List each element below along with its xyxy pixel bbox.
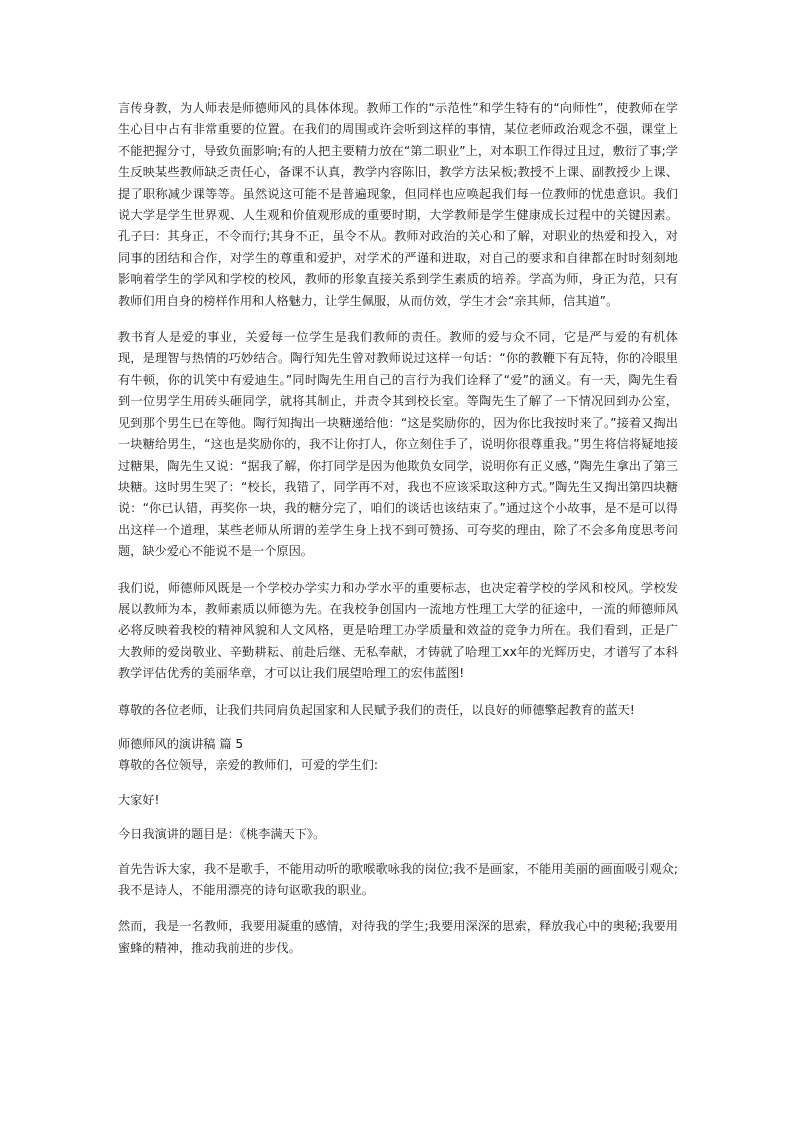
section-title: 师德师风的演讲稿 篇 5 (118, 736, 244, 751)
paragraph-4: 尊敬的各位老师，让我们共同肩负起国家和人民赋予我们的责任，以良好的师德擎起教育的蓝天! (118, 702, 635, 717)
paragraph-3: 我们说，师德师风既是一个学校办学实力和办学水平的重要标志，也决定着学校的学风和校风。学校发展以教师为本，教师素质以师德为先。在我校争创国内一流地方性理工大学的征途中，一流的师德师风必将反映着我校的精神风貌和人文风格，更是哈理工办学质量和效益的竞争力所在。我们看到，正是广大教师的爱岗敬业、辛勤耕耘、前赴后继、无私奉献，才铸就了哈理工xx年的光辉历史，才谱写了本科教学评估优秀的美丽华章，才可以让我们展望哈理工的宏伟蓝图! (118, 580, 678, 681)
document-page (118, 98, 678, 959)
topic-line: 今日我演讲的题目是：《桃李满天下》。 (118, 827, 326, 842)
paragraph-2: 教书育人是爱的事业，关爱每一位学生是我们教师的责任。教师的爱与众不同，它是严与爱的有机体现，是理智与热情的巧妙结合。陶行知先生曾对教师说过这样一句话：“你的教鞭下有瓦特，你的冷眼里有牛顿，你的讥笑中有爱迪生。”同时陶先生用自己的言行为我们诠释了“爱”的涵义。有一天，陶先生看到一位男学生用砖头砸同学，就将其制止，并责令其到校长室。等陶先生了解了一下情况回到办公室，见到那个男生已在等他。陶行知掏出一块糖递给他：“这是奖励你的，因为你比我按时来了。”接着又掏出一块糖给男生，“这也是奖励你的，我不让你打人，你立刻住手了，说明你很尊重我。”男生将信将疑地接过糖果，陶先生又说：“据我了解，你打同学是因为他欺负女同学，说明你有正义感，”陶先生拿出了第三块糖。这时男生哭了：“校长，我错了，同学再不对，我也不应该采取这种方式。”陶先生又掏出第四块糖说：“你已认错，再奖你一块，我的糖分完了，咱们的谈话也该结束了。”通过这个小故事，是不是可以得出这样一个道理，某些老师从所谓的差学生身上找不到可赞扬、可夸奖的理由，除了不会多角度思考问题，缺少爱心不能说不是一个原因。 (118, 330, 678, 559)
paragraph-1: 言传身教，为人师表是师德师风的具体体现。教师工作的“示范性”和学生特有的“向师性”，使教师在学生心目中占有非常重要的位置。在我们的周围或许会听到这样的事情，某位老师政治观念不强，课堂上不能把握分寸，导致负面影响;有的人把主要精力放在“第二职业”上，对本职工作得过且过，敷衍了事;学生反映某些教师缺乏责任心，备课不认真，教学内容陈旧，教学方法呆板;教授不上课、副教授少上课、提了职称减少课等等。虽然说这可能不是普遍现象，但同样也应唤起我们每一位教师的忧患意识。我们说大学是学生世界观、人生观和价值观形成的重要时期，大学教师是学生健康成长过程中的关键因素。孔子曰：其身正，不令而行;其身不正，虽令不从。教师对政治的关心和了解，对职业的热爱和投入，对同事的团结和合作，对学生的尊重和爱护，对学术的严谨和进取，对自己的要求和自律都在时时刻刻地影响着学生的学风和学校的校风，教师的形象直接关系到学生素质的培养。学高为师，身正为范，只有教师们用自身的榜样作用和人格魅力，让学生佩服，从而仿效，学生才会“亲其师，信其道”。 (118, 101, 678, 308)
paragraph-intro: 首先告诉大家，我不是歌手，不能用动听的歌喉歌咏我的岗位;我不是画家，不能用美丽的画面吸引观众;我不是诗人，不能用漂亮的诗句讴歌我的职业。 (118, 861, 678, 897)
greeting-line: 尊敬的各位领导，亲爱的教师们，可爱的学生们: (118, 758, 379, 773)
hello-line: 大家好! (118, 792, 160, 807)
paragraph-teacher: 然而，我是一名教师，我要用凝重的感情，对待我的学生;我要用深深的思索，释放我心中的奥秘;我要用蜜蜂的精神，推动我前进的步伐。 (118, 919, 678, 955)
